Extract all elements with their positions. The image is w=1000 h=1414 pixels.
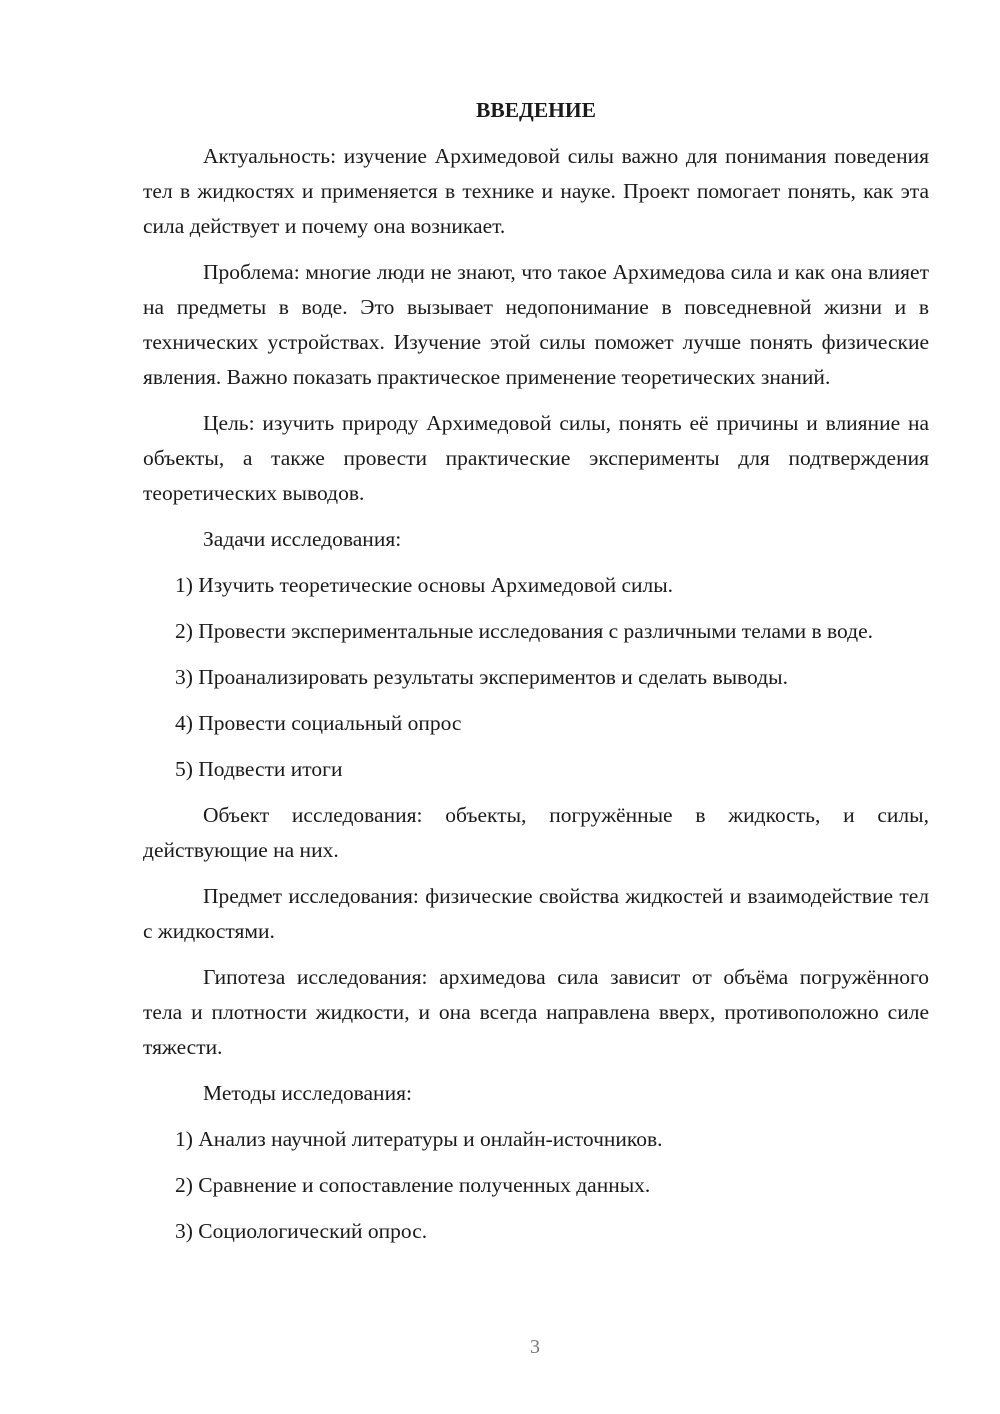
- task-item: 3) Проанализировать результаты экспериментов и сделать выводы.: [175, 665, 788, 689]
- hypothesis-paragraph: Гипотеза исследования: архимедова сила зависит от объёма погружённого тела и плотности жидкости, и она всегда направлена вверх, противоположно силе тяжести.: [143, 965, 929, 1059]
- method-item: 1) Анализ научной литературы и онлайн-источников.: [175, 1127, 663, 1151]
- page-content: [143, 93, 929, 1260]
- relevance-paragraph: Актуальность: изучение Архимедовой силы важно для понимания поведения тел в жидкостях и применяется в технике и науке. Проект помогает понять, как эта сила действует и почему она возникает.: [143, 144, 929, 238]
- section-title: ВВЕДЕНИЕ: [476, 98, 596, 122]
- page-number: 3: [530, 1336, 540, 1358]
- task-item: 1) Изучить теоретические основы Архимедовой силы.: [175, 573, 674, 597]
- task-item: 5) Подвести итоги: [175, 757, 343, 781]
- goal-paragraph: Цель: изучить природу Архимедовой силы, понять её причины и влияние на объекты, а также провести практические эксперименты для подтверждения теоретических выводов.: [143, 411, 929, 505]
- task-item: 2) Провести экспериментальные исследования с различными телами в воде.: [175, 619, 874, 643]
- task-item: 4) Провести социальный опрос: [175, 711, 462, 735]
- method-item: 3) Социологический опрос.: [175, 1219, 428, 1243]
- object-paragraph: Объект исследования: объекты, погружённые в жидкость, и силы, действующие на них.: [143, 803, 929, 862]
- problem-paragraph: Проблема: многие люди не знают, что такое Архимедова сила и как она влияет на предметы в воде. Это вызывает недопонимание в повседневной жизни и в технических устройствах. Изучение этой силы поможет лучше понять физические явления. Важно показать практическое применение теоретических знаний.: [143, 260, 929, 389]
- subject-paragraph: Предмет исследования: физические свойства жидкостей и взаимодействие тел с жидкостями.: [143, 884, 929, 943]
- methods-heading: Методы исследования:: [203, 1081, 412, 1105]
- tasks-heading: Задачи исследования:: [203, 527, 402, 551]
- method-item: 2) Сравнение и сопоставление полученных данных.: [175, 1173, 651, 1197]
